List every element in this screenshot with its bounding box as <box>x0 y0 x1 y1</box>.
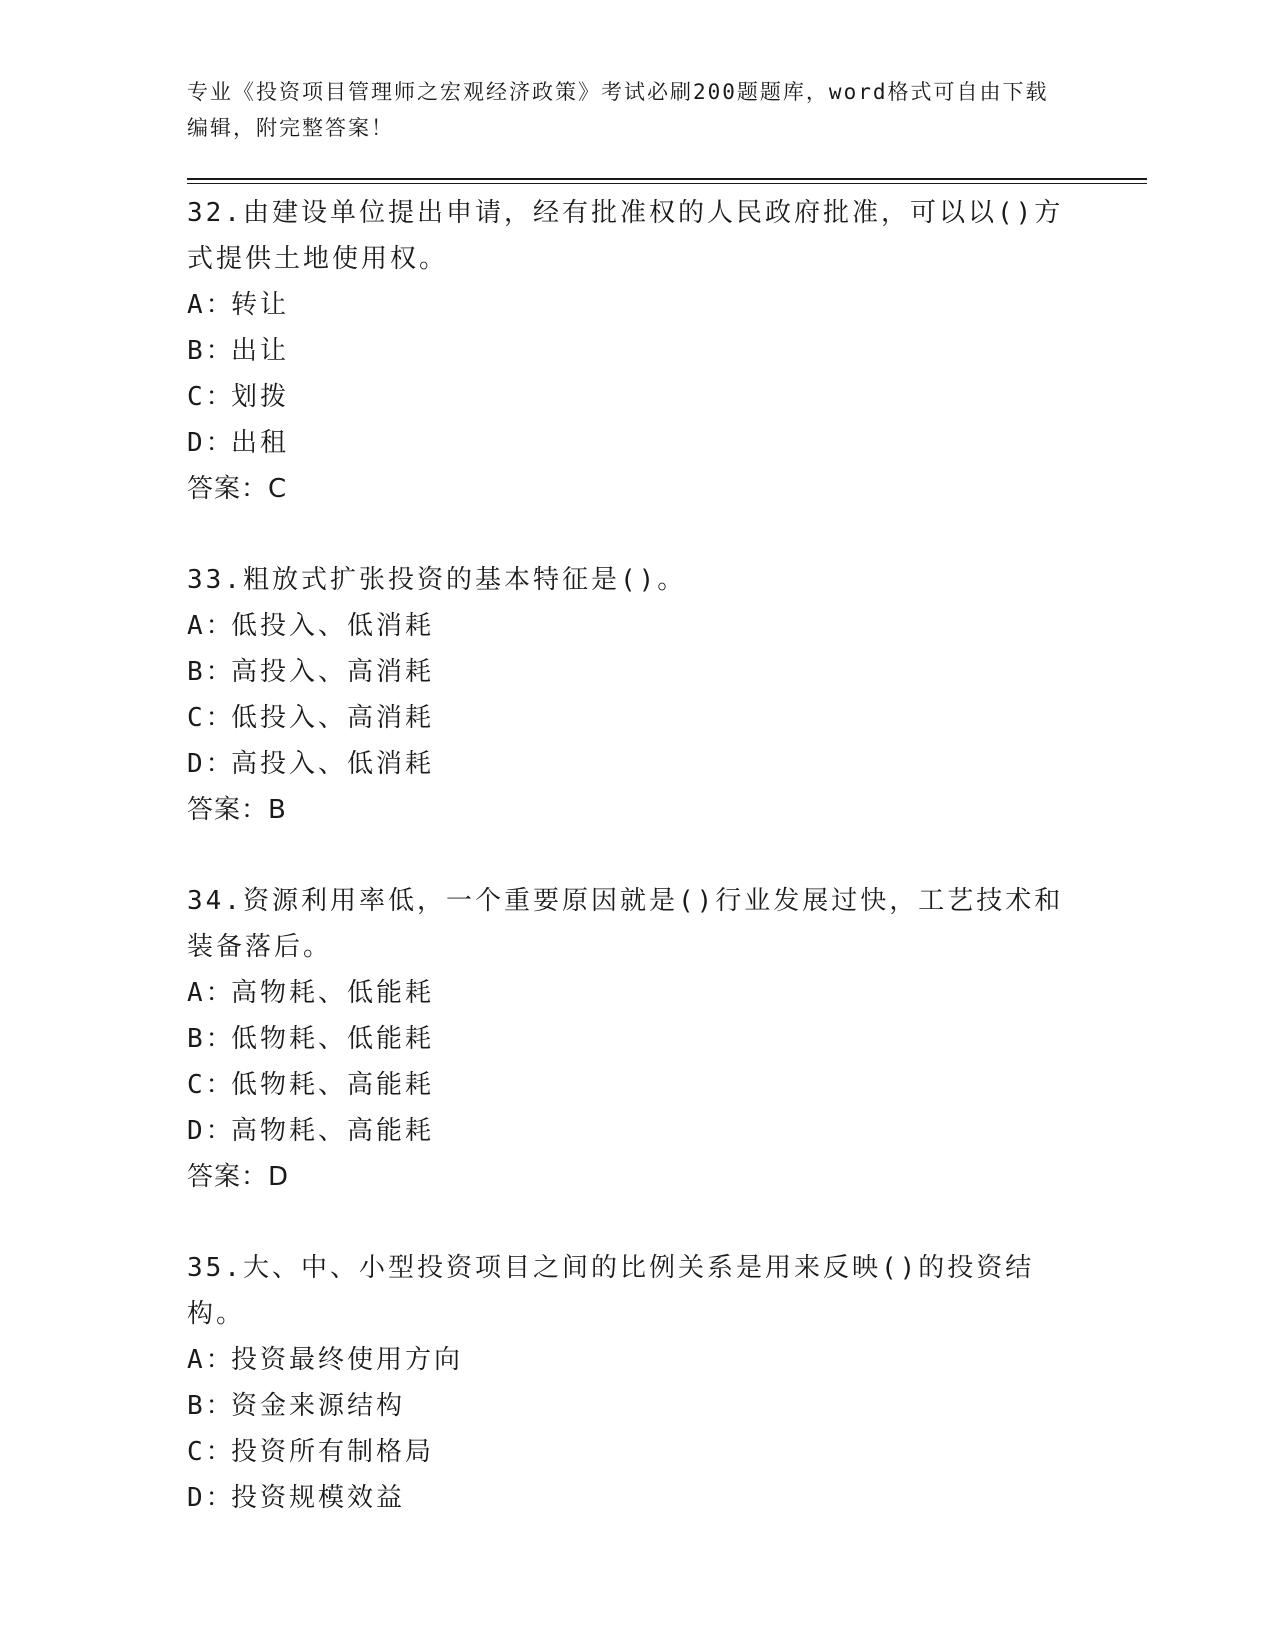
question-stem: 32.由建设单位提出申请，经有批准权的人民政府批准，可以以()方式提供土地使用权。 <box>187 198 1064 274</box>
option-b <box>187 1016 1087 1062</box>
option-key: D： <box>187 428 235 458</box>
option-key: C： <box>187 1437 235 1467</box>
option-key: D： <box>187 749 235 779</box>
option-key: D： <box>187 1116 235 1146</box>
option-key: B： <box>187 1024 235 1054</box>
option-a <box>187 603 1087 649</box>
header-divider-thick <box>187 178 1147 180</box>
option-text: 低物耗、高能耗 <box>231 1070 435 1100</box>
option-text: 低物耗、低能耗 <box>231 1024 435 1054</box>
option-c <box>187 695 1087 741</box>
question-33 <box>187 557 1087 833</box>
option-d <box>187 1108 1087 1154</box>
option-text: 划拨 <box>231 382 290 412</box>
option-text: 高投入、高消耗 <box>231 657 435 687</box>
question-stem: 35.大、中、小型投资项目之间的比例关系是用来反映()的投资结构。 <box>187 1253 1035 1329</box>
option-text: 转让 <box>231 290 290 320</box>
option-c <box>187 374 1087 420</box>
option-b <box>187 1383 1087 1429</box>
option-text: 高物耗、低能耗 <box>231 978 435 1008</box>
option-text: 低投入、低消耗 <box>231 611 435 641</box>
option-b <box>187 328 1087 374</box>
option-key: A： <box>187 1345 235 1375</box>
option-key: D： <box>187 1483 235 1513</box>
option-text: 低投入、高消耗 <box>231 703 435 733</box>
option-c <box>187 1062 1087 1108</box>
document-header: 专业《投资项目管理师之宏观经济政策》考试必刷200题题库，word格式可自由下载编辑，附完整答案！ <box>187 80 1049 140</box>
option-text: 投资所有制格局 <box>231 1437 435 1467</box>
option-key: B： <box>187 1391 235 1421</box>
option-a <box>187 282 1087 328</box>
question-list <box>187 190 1087 1521</box>
option-key: A： <box>187 290 235 320</box>
option-d <box>187 741 1087 787</box>
option-text: 高投入、低消耗 <box>231 749 435 779</box>
option-key: A： <box>187 611 235 641</box>
option-text: 出让 <box>231 336 290 366</box>
header-divider-thin <box>187 183 1147 184</box>
question-34 <box>187 878 1087 1200</box>
answer-line: 答案：B <box>187 795 287 825</box>
question-32 <box>187 190 1087 512</box>
option-key: C： <box>187 703 235 733</box>
option-a <box>187 1337 1087 1383</box>
option-a <box>187 970 1087 1016</box>
answer-line: 答案：C <box>187 474 288 504</box>
option-key: C： <box>187 1070 235 1100</box>
option-text: 投资最终使用方向 <box>231 1345 464 1375</box>
option-key: B： <box>187 657 235 687</box>
answer-line: 答案：D <box>187 1162 290 1192</box>
question-35 <box>187 1245 1087 1521</box>
option-text: 投资规模效益 <box>231 1483 406 1513</box>
question-stem: 33.粗放式扩张投资的基本特征是()。 <box>187 565 687 595</box>
option-text: 高物耗、高能耗 <box>231 1116 435 1146</box>
option-d <box>187 420 1087 466</box>
option-b <box>187 649 1087 695</box>
question-stem: 34.资源利用率低，一个重要原因就是()行业发展过快，工艺技术和装备落后。 <box>187 886 1064 962</box>
option-key: B： <box>187 336 235 366</box>
option-d <box>187 1475 1087 1521</box>
option-key: C： <box>187 382 235 412</box>
option-key: A： <box>187 978 235 1008</box>
option-text: 资金来源结构 <box>231 1391 406 1421</box>
option-text: 出租 <box>231 428 290 458</box>
option-c <box>187 1429 1087 1475</box>
